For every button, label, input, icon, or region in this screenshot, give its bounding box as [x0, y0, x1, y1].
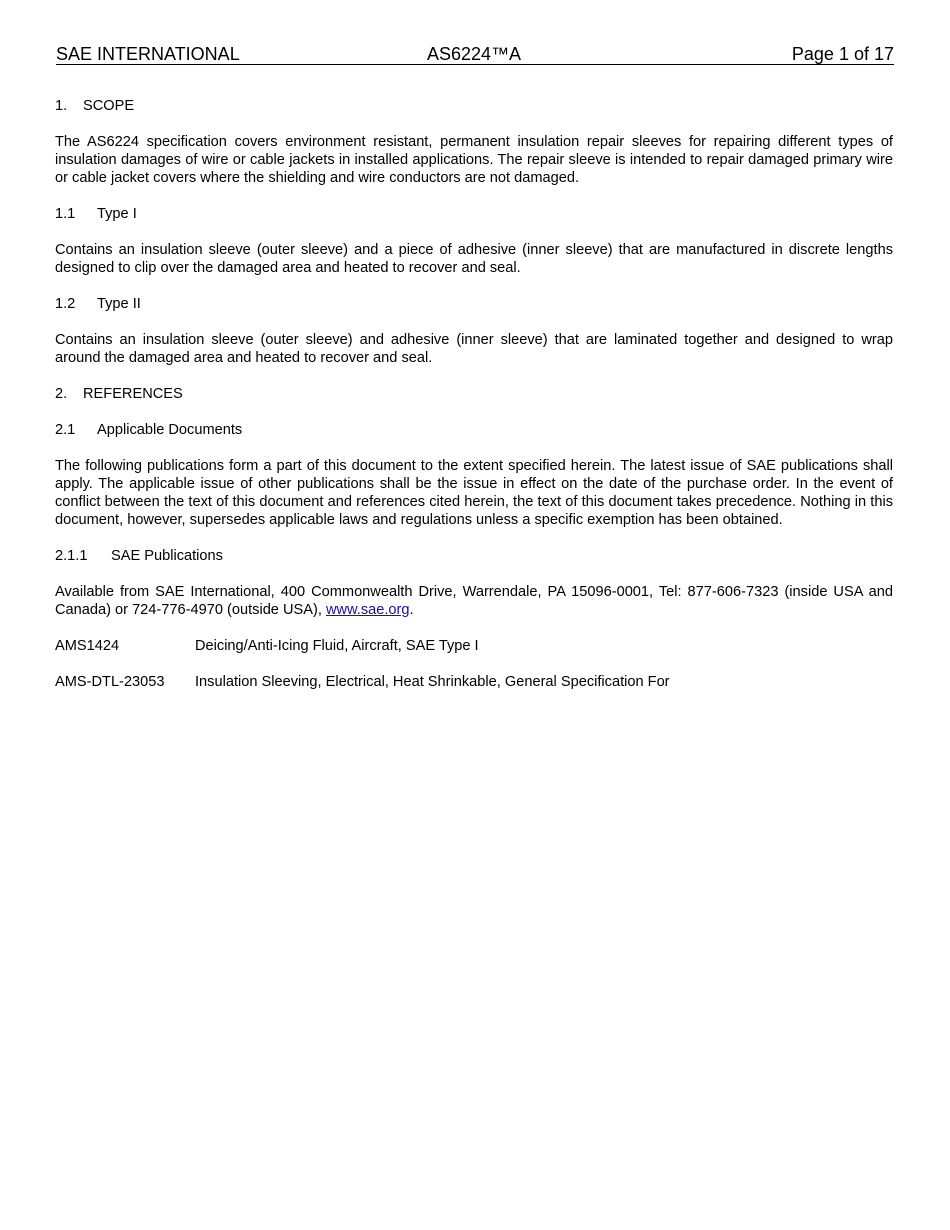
section-title: SAE Publications: [111, 548, 223, 564]
reference-row: [55, 637, 893, 655]
section-number: 2.1: [55, 422, 76, 438]
section-heading-type-1: [55, 205, 893, 223]
header-org: SAE INTERNATIONAL: [56, 44, 240, 64]
scope-paragraph: The AS6224 specification covers environment resistant, permanent insulation repair sleeves for repairing different types of insulation damages of wire or cable jackets in installed applications. The repair sleeve is intended to repair damaged primary wire or cable jacket covers where the shielding and wire conductors are not damaged.: [55, 134, 893, 186]
applicable-documents-paragraph: The following publications form a part of this document to the extent specified herein. The latest issue of SAE publications shall apply. The applicable issue of other publications shall be the issue in effect on the date of the purchase order. In the event of conflict between the text of this document and references cited herein, the text of this document takes precedence. Nothing in this document, however, supersedes applicable laws and regulations unless a specific exemption has been obtained.: [55, 458, 893, 528]
header-page-number: Page 1 of 17: [791, 44, 894, 64]
section-title: REFERENCES: [83, 386, 183, 402]
section-title: Type II: [97, 296, 141, 312]
section-heading-applicable-documents: [55, 421, 893, 439]
section-number: 2.: [55, 386, 68, 402]
section-title: SCOPE: [83, 98, 135, 114]
section-number: 1.2: [55, 296, 76, 312]
document-body: [55, 97, 893, 709]
sae-website-link[interactable]: www.sae.org: [325, 602, 410, 618]
reference-id: AMS-DTL-23053: [55, 674, 165, 690]
section-title: Type I: [97, 206, 137, 222]
section-title: Applicable Documents: [97, 422, 243, 438]
section-number: 1.: [55, 98, 68, 114]
section-heading-sae-publications: [55, 547, 893, 565]
reference-row: [55, 673, 893, 691]
sae-address-end: .: [409, 602, 414, 618]
reference-title: Insulation Sleeving, Electrical, Heat Shrinkable, General Specification For: [195, 674, 670, 690]
section-heading-references: [55, 385, 893, 403]
sae-publications-paragraph: [55, 583, 893, 619]
section-heading-type-2: [55, 295, 893, 313]
header-doc-id: AS6224™A: [427, 44, 522, 64]
type-2-paragraph: Contains an insulation sleeve (outer sleeve) and adhesive (inner sleeve) that are laminated together and designed to wrap around the damaged area and heated to recover and seal.: [55, 332, 893, 366]
section-number: 1.1: [55, 206, 76, 222]
type-1-paragraph: Contains an insulation sleeve (outer sleeve) and a piece of adhesive (inner sleeve) that are manufactured in discrete lengths designed to clip over the damaged area and heated to recover and seal.: [55, 242, 893, 276]
section-number: 2.1.1: [55, 548, 88, 564]
reference-title: Deicing/Anti-Icing Fluid, Aircraft, SAE Type I: [195, 638, 479, 654]
reference-id: AMS1424: [55, 638, 120, 654]
section-heading-scope: [55, 97, 893, 115]
page-header: [56, 44, 894, 65]
sae-address-text: Available from SAE International, 400 Commonwealth Drive, Warrendale, PA 15096-0001, Tel: 877-606-7323 (inside USA and Canada) or 724-776-4970 (outside USA),: [55, 584, 893, 618]
